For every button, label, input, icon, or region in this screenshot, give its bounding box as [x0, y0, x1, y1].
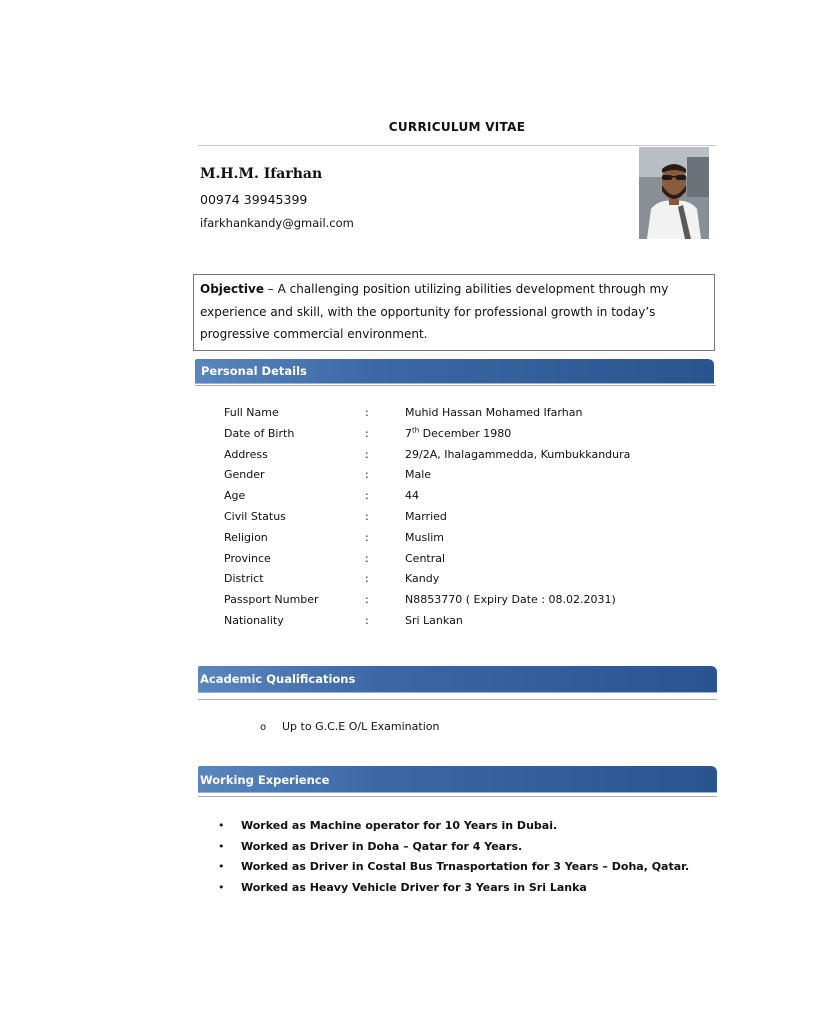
detail-colon: :: [365, 572, 369, 586]
work-item-text: Worked as Heavy Vehicle Driver for 3 Years in Sri Lanka: [241, 881, 587, 895]
objective-text: – A challenging position utilizing abilities development through my experience and skill, with the opportunity for professional growth in today’s progressive commercial environment.: [200, 282, 669, 341]
work-item-text: Worked as Machine operator for 10 Years in Dubai.: [241, 819, 558, 832]
academic-heading-text: Academic Qualifications: [200, 672, 356, 686]
detail-value: Married: [405, 509, 447, 523]
academic-list: [260, 720, 439, 733]
personal-details-heading: Personal Details: [195, 359, 714, 383]
detail-value: 44: [405, 489, 419, 503]
detail-colon: :: [365, 426, 369, 440]
bullet-icon: •: [218, 881, 225, 895]
academic-heading: [198, 666, 717, 692]
detail-colon: :: [365, 509, 369, 523]
detail-label: Date of Birth: [224, 426, 295, 440]
detail-colon: :: [365, 551, 369, 565]
document-title: CURRICULUM VITAE: [388, 120, 526, 134]
detail-colon: :: [365, 593, 369, 607]
detail-colon: :: [365, 406, 369, 419]
detail-label: Age: [224, 489, 246, 503]
bullet-icon: •: [218, 819, 225, 832]
detail-colon: :: [365, 468, 369, 482]
detail-label: Address: [224, 447, 268, 461]
detail-label: Nationality: [224, 613, 284, 627]
work-item: [218, 879, 689, 900]
title-divider: [198, 145, 716, 146]
bullet-icon: •: [218, 839, 225, 853]
candidate-email: ifarkhankandy@gmail.com: [200, 216, 354, 230]
work-item-text: Worked as Driver in Costal Bus Trnasportation for 3 Years – Doha, Qatar.: [241, 860, 690, 874]
detail-value: Muslim: [405, 530, 445, 544]
detail-label: District: [224, 572, 264, 586]
objective-label: Objective: [200, 282, 264, 296]
work-experience-divider: [198, 796, 717, 797]
work-item: [218, 817, 689, 838]
detail-colon: :: [365, 613, 369, 627]
work-item-text: Worked as Driver in Doha – Qatar for 4 Years.: [241, 839, 523, 853]
work-item: [218, 858, 689, 879]
detail-colon: :: [365, 447, 369, 461]
candidate-phone: 00974 39945399: [200, 192, 308, 207]
objective-box: [193, 274, 715, 351]
academic-divider: [198, 699, 717, 700]
detail-value: Muhid Hassan Mohamed Ifarhan: [405, 406, 583, 419]
detail-colon: :: [365, 530, 369, 544]
circle-bullet-icon: o: [260, 722, 267, 733]
detail-label: Province: [224, 551, 271, 565]
dob-suffix: th: [412, 426, 420, 435]
detail-value: Male: [405, 468, 432, 482]
academic-item: [260, 720, 439, 733]
detail-value: [405, 425, 511, 443]
detail-value: Sri Lankan: [405, 613, 463, 627]
work-experience-list: [218, 817, 689, 900]
bullet-icon: •: [218, 860, 225, 874]
detail-value: 29/2A, Ihalagammedda, Kumbukkandura: [405, 447, 631, 461]
dob-day: 7: [405, 426, 412, 440]
candidate-name: M.H.M. Ifarhan: [200, 166, 323, 182]
academic-item-text: Up to G.C.E O/L Examination: [282, 720, 440, 733]
detail-label: Civil Status: [224, 509, 286, 523]
work-item: [218, 838, 689, 859]
work-experience-heading: Working Experience: [198, 766, 717, 792]
profile-photo: [639, 147, 709, 239]
detail-colon: :: [365, 489, 369, 503]
detail-label: Gender: [224, 468, 265, 482]
detail-value: N8853770 ( Expiry Date : 08.02.2031): [405, 593, 616, 607]
detail-label: Religion: [224, 530, 268, 544]
dob-rest: December 1980: [419, 426, 512, 440]
personal-details-divider: [195, 385, 716, 386]
detail-label: Full Name: [224, 406, 279, 419]
detail-value: Central: [405, 551, 446, 565]
detail-label: Passport Number: [224, 593, 319, 607]
detail-value: Kandy: [405, 572, 440, 586]
